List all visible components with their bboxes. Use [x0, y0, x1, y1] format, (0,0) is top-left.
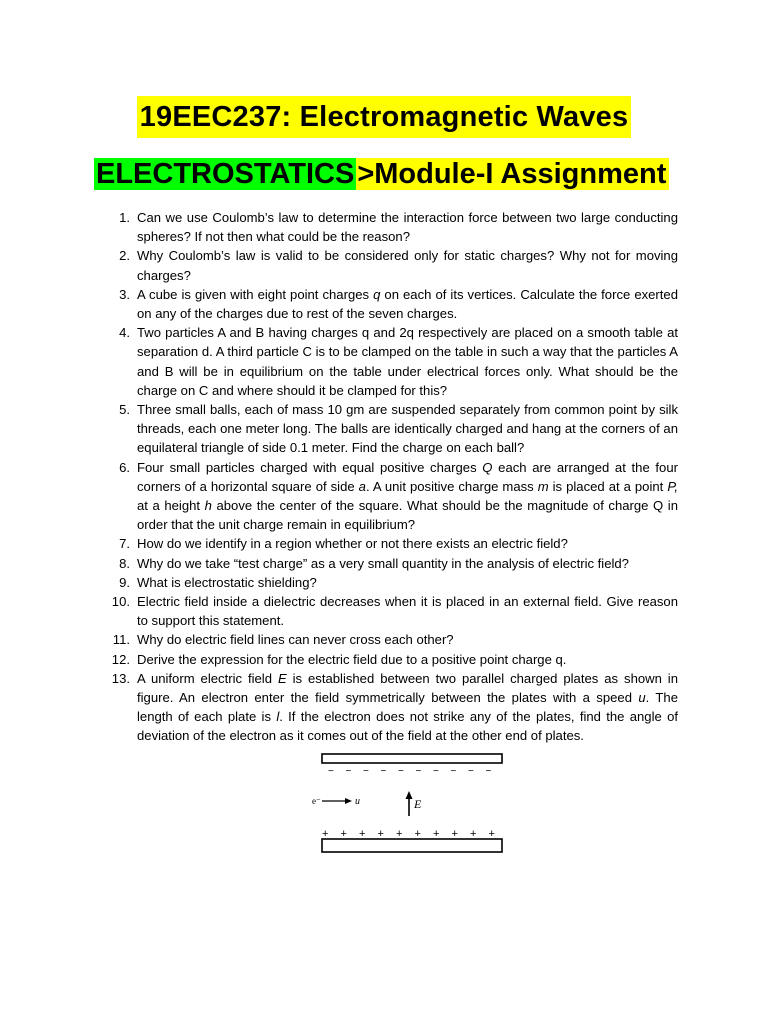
question-item [102, 554, 678, 573]
question-symbol: a [358, 478, 366, 494]
negative-charge-mark: − [363, 766, 369, 777]
module-heading [94, 152, 669, 196]
positive-charge-mark: + [322, 828, 329, 840]
question-text-run: is placed at a point [548, 478, 668, 494]
question-text: Electric field inside a dielectric decreases when it is placed in an external field. Give reason to support this statement. [137, 594, 678, 629]
question-number: 13. [111, 670, 130, 686]
question-item [102, 573, 678, 592]
negative-charge-mark: − [415, 766, 422, 777]
question-number: 11. [112, 632, 130, 648]
topic-highlight: ELECTROSTATICS [96, 158, 355, 190]
question-text [137, 460, 678, 533]
question-symbol: u [638, 690, 646, 706]
question-text: What is electrostatic shielding? [137, 574, 317, 590]
question-text: Two particles A and B having charges q and 2q respectively are placed on a smooth table at separation d. A third particle C is to be clamped on the table in such a way that the particles A and B will be in equilibrium on the table under electrical forces only. What should be the charge on C and where should it be clamped for this? [137, 325, 678, 398]
question-text-run: Four small particles charged with equal positive charges [137, 459, 483, 475]
positive-charge-mark: + [414, 828, 421, 840]
negative-charge-mark: − [433, 766, 439, 777]
course-title-row [0, 96, 768, 138]
question-number: 5. [119, 402, 130, 418]
question-number: 6. [119, 459, 130, 475]
question-text-run: each are arranged at the four corners of a horizontal square of side [137, 459, 678, 494]
question-text-run: on each of its vertices. Calculate the force exerted on any of the charges due to rest of the seven charges. [137, 286, 678, 322]
positive-charge-mark: + [359, 828, 366, 840]
question-text: Why do we take “test charge” as a very small quantity in the analysis of electric field? [137, 555, 629, 571]
electron-label: e⁻ [312, 796, 321, 806]
positive-charge-mark: + [396, 828, 403, 840]
negative-charge-mark: − [485, 766, 492, 777]
question-item [102, 592, 678, 630]
negative-charge-mark: − [450, 766, 457, 777]
positive-charge-mark: + [340, 828, 347, 840]
question-list [102, 208, 678, 746]
question-text [137, 287, 678, 321]
question-number: 7. [119, 536, 130, 552]
question-number: 8. [119, 555, 130, 571]
question-text-run: A cube is given with eight point charges [137, 286, 374, 302]
question-text-run: is established between two parallel charged plates as shown in figure. An electron enter the field symmetrically between the plates with a speed [137, 670, 678, 706]
positive-charge-mark: + [377, 828, 384, 840]
question-symbol: h [204, 498, 212, 514]
module-title: >Module-I Assignment [356, 158, 669, 190]
question-item [102, 458, 678, 535]
top-plate [322, 754, 502, 763]
question-number: 2. [119, 248, 130, 264]
question-number: 10. [111, 594, 130, 610]
field-arrowhead [406, 791, 413, 799]
question-item [102, 285, 678, 323]
question-text-run: . The length of each plate is [137, 690, 678, 725]
question-item [102, 669, 678, 746]
question-symbol: q [373, 286, 381, 302]
question-text: Why do electric field lines can never cross each other? [137, 632, 454, 648]
positive-charge-mark: + [470, 828, 477, 840]
field-label: E [414, 797, 422, 811]
velocity-label: u [355, 796, 360, 807]
negative-charge-mark: − [468, 766, 474, 777]
question-text: Three small balls, each of mass 10 gm are suspended separately from common point by silk threads, each one meter long. The balls are identically charged and hang at the corners of an equilateral triangle of side 0.1 meter. Find the charge on each ball? [137, 402, 678, 456]
question-text-run: . A unit positive charge mass [365, 478, 538, 494]
question-item [102, 650, 678, 669]
question-text-run: at a height [137, 498, 205, 514]
question-text-run: above the center of the square. What should be the magnitude of charge Q in order that the unit charge remain in equilibrium? [137, 498, 678, 533]
negative-charge-mark: − [380, 766, 387, 777]
question-symbol: E [277, 670, 287, 686]
course-title: 19EEC237: Electromagnetic Waves [137, 96, 632, 138]
question-text: Can we use Coulomb’s law to determine the interaction force between two large conducting spheres? If not then what could be the reason? [137, 210, 678, 245]
question-item [102, 323, 678, 400]
question-number: 4. [119, 325, 130, 341]
question-text: How do we identify in a region whether or not there exists an electric field? [137, 536, 568, 552]
bottom-plate [322, 839, 502, 852]
question-text-run: . If the electron does not strike any of the plates, find the angle of deviation of the electron as it comes out of the field at the other end of plates. [137, 709, 678, 744]
question-item [102, 400, 678, 458]
question-number: 3. [119, 286, 130, 302]
negative-charges [328, 766, 492, 777]
velocity-arrowhead [345, 798, 352, 804]
question-symbol: Q [482, 459, 493, 475]
positive-charge-mark: + [488, 828, 495, 840]
question-text: Why Coulomb’s law is valid to be considered only for static charges? Why not for moving charges? [137, 248, 678, 283]
negative-charge-mark: − [328, 766, 334, 777]
question-text [137, 671, 678, 744]
question-text: Derive the expression for the electric field due to a positive point charge q. [137, 651, 567, 667]
question-symbol: l [276, 709, 280, 725]
negative-charge-mark: − [398, 766, 404, 777]
question-symbol: m [537, 478, 549, 494]
question-item [102, 246, 678, 284]
negative-charge-mark: − [345, 766, 352, 777]
question-item [102, 208, 678, 246]
question-symbol: P, [667, 478, 678, 494]
question-number: 12. [111, 651, 130, 667]
question-number: 9. [119, 574, 130, 590]
question-text-run: A uniform electric field [137, 670, 278, 686]
question-number: 1. [119, 210, 130, 225]
positive-charge-mark: + [451, 828, 458, 840]
question-item [102, 534, 678, 553]
parallel-plates-figure [312, 750, 508, 860]
positive-charge-mark: + [433, 828, 440, 840]
question-item [102, 630, 678, 649]
